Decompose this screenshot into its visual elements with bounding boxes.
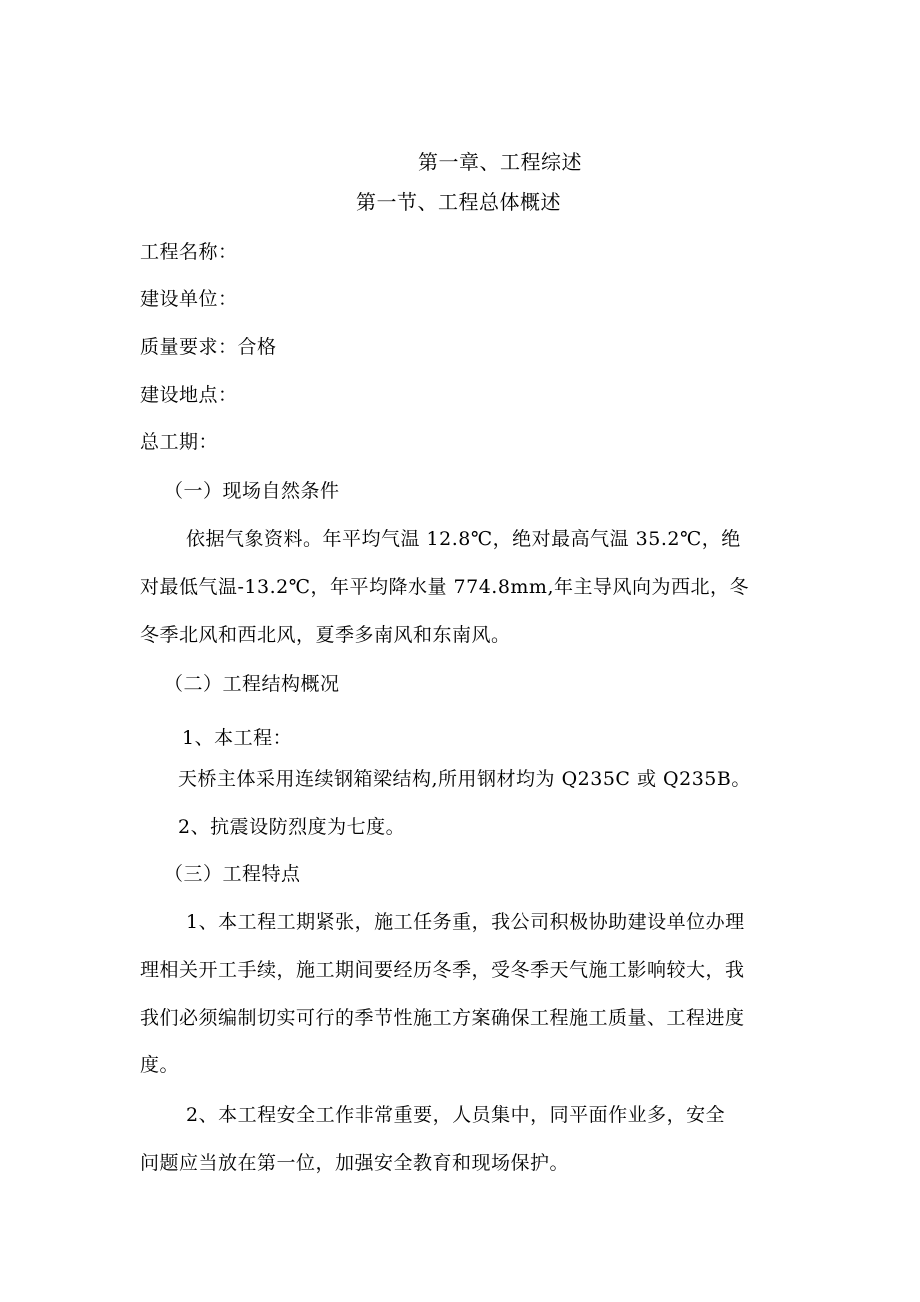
field-quality-requirement [140,335,277,359]
paragraph-line: 1、本工程工期紧张，施工任务重，我公司积极协助建设单位办理 [186,911,745,933]
field-construction-site [140,383,238,407]
paragraph-line: 2、抗震设防烈度为七度。 [178,816,406,838]
chapter-title: 第一章、工程综述 [418,150,582,174]
section-heading-natural-conditions: （一）现场自然条件 [164,480,340,502]
section-title: 第一节、工程总体概述 [356,190,561,214]
field-label: 质量要求： [140,336,238,358]
paragraph-line: 理相关开工手续，施工期间要经历冬季，受冬季天气施工影响较大，我 [140,959,745,981]
field-label: 建设单位： [140,288,238,310]
field-label: 建设地点： [140,384,238,406]
paragraph-line: 2、本工程安全工作非常重要，人员集中，同平面作业多，安全 [186,1104,726,1126]
paragraph-line: 我们必须编制切实可行的季节性施工方案确保工程施工质量、工程进度 [140,1007,745,1029]
field-total-duration [140,430,218,454]
paragraph-line: 度。 [140,1054,180,1076]
field-construction-unit [140,287,238,311]
field-value: 合格 [237,336,277,358]
section-heading-structure-overview: （二）工程结构概况 [164,673,340,695]
paragraph-line: 天桥主体采用连续钢箱梁结构,所用钢材均为 Q235C 或 Q235B。 [178,768,751,790]
field-label: 总工期： [140,431,219,453]
paragraph-line: 依据气象资料。年平均气温 12.8℃，绝对最高气温 35.2℃，绝 [186,528,741,550]
field-label: 工程名称： [140,241,238,263]
field-project-name [140,240,238,264]
paragraph-line: 1、本工程： [182,727,293,749]
paragraph-line: 问题应当放在第一位，加强安全教育和现场保护。 [140,1152,570,1174]
paragraph-line: 冬季北风和西北风，夏季多南风和东南风。 [140,624,511,646]
section-heading-project-features: （三）工程特点 [164,863,301,885]
paragraph-line: 对最低气温-13.2℃，年平均降水量 774.8mm,年主导风向为西北，冬 [140,576,749,598]
